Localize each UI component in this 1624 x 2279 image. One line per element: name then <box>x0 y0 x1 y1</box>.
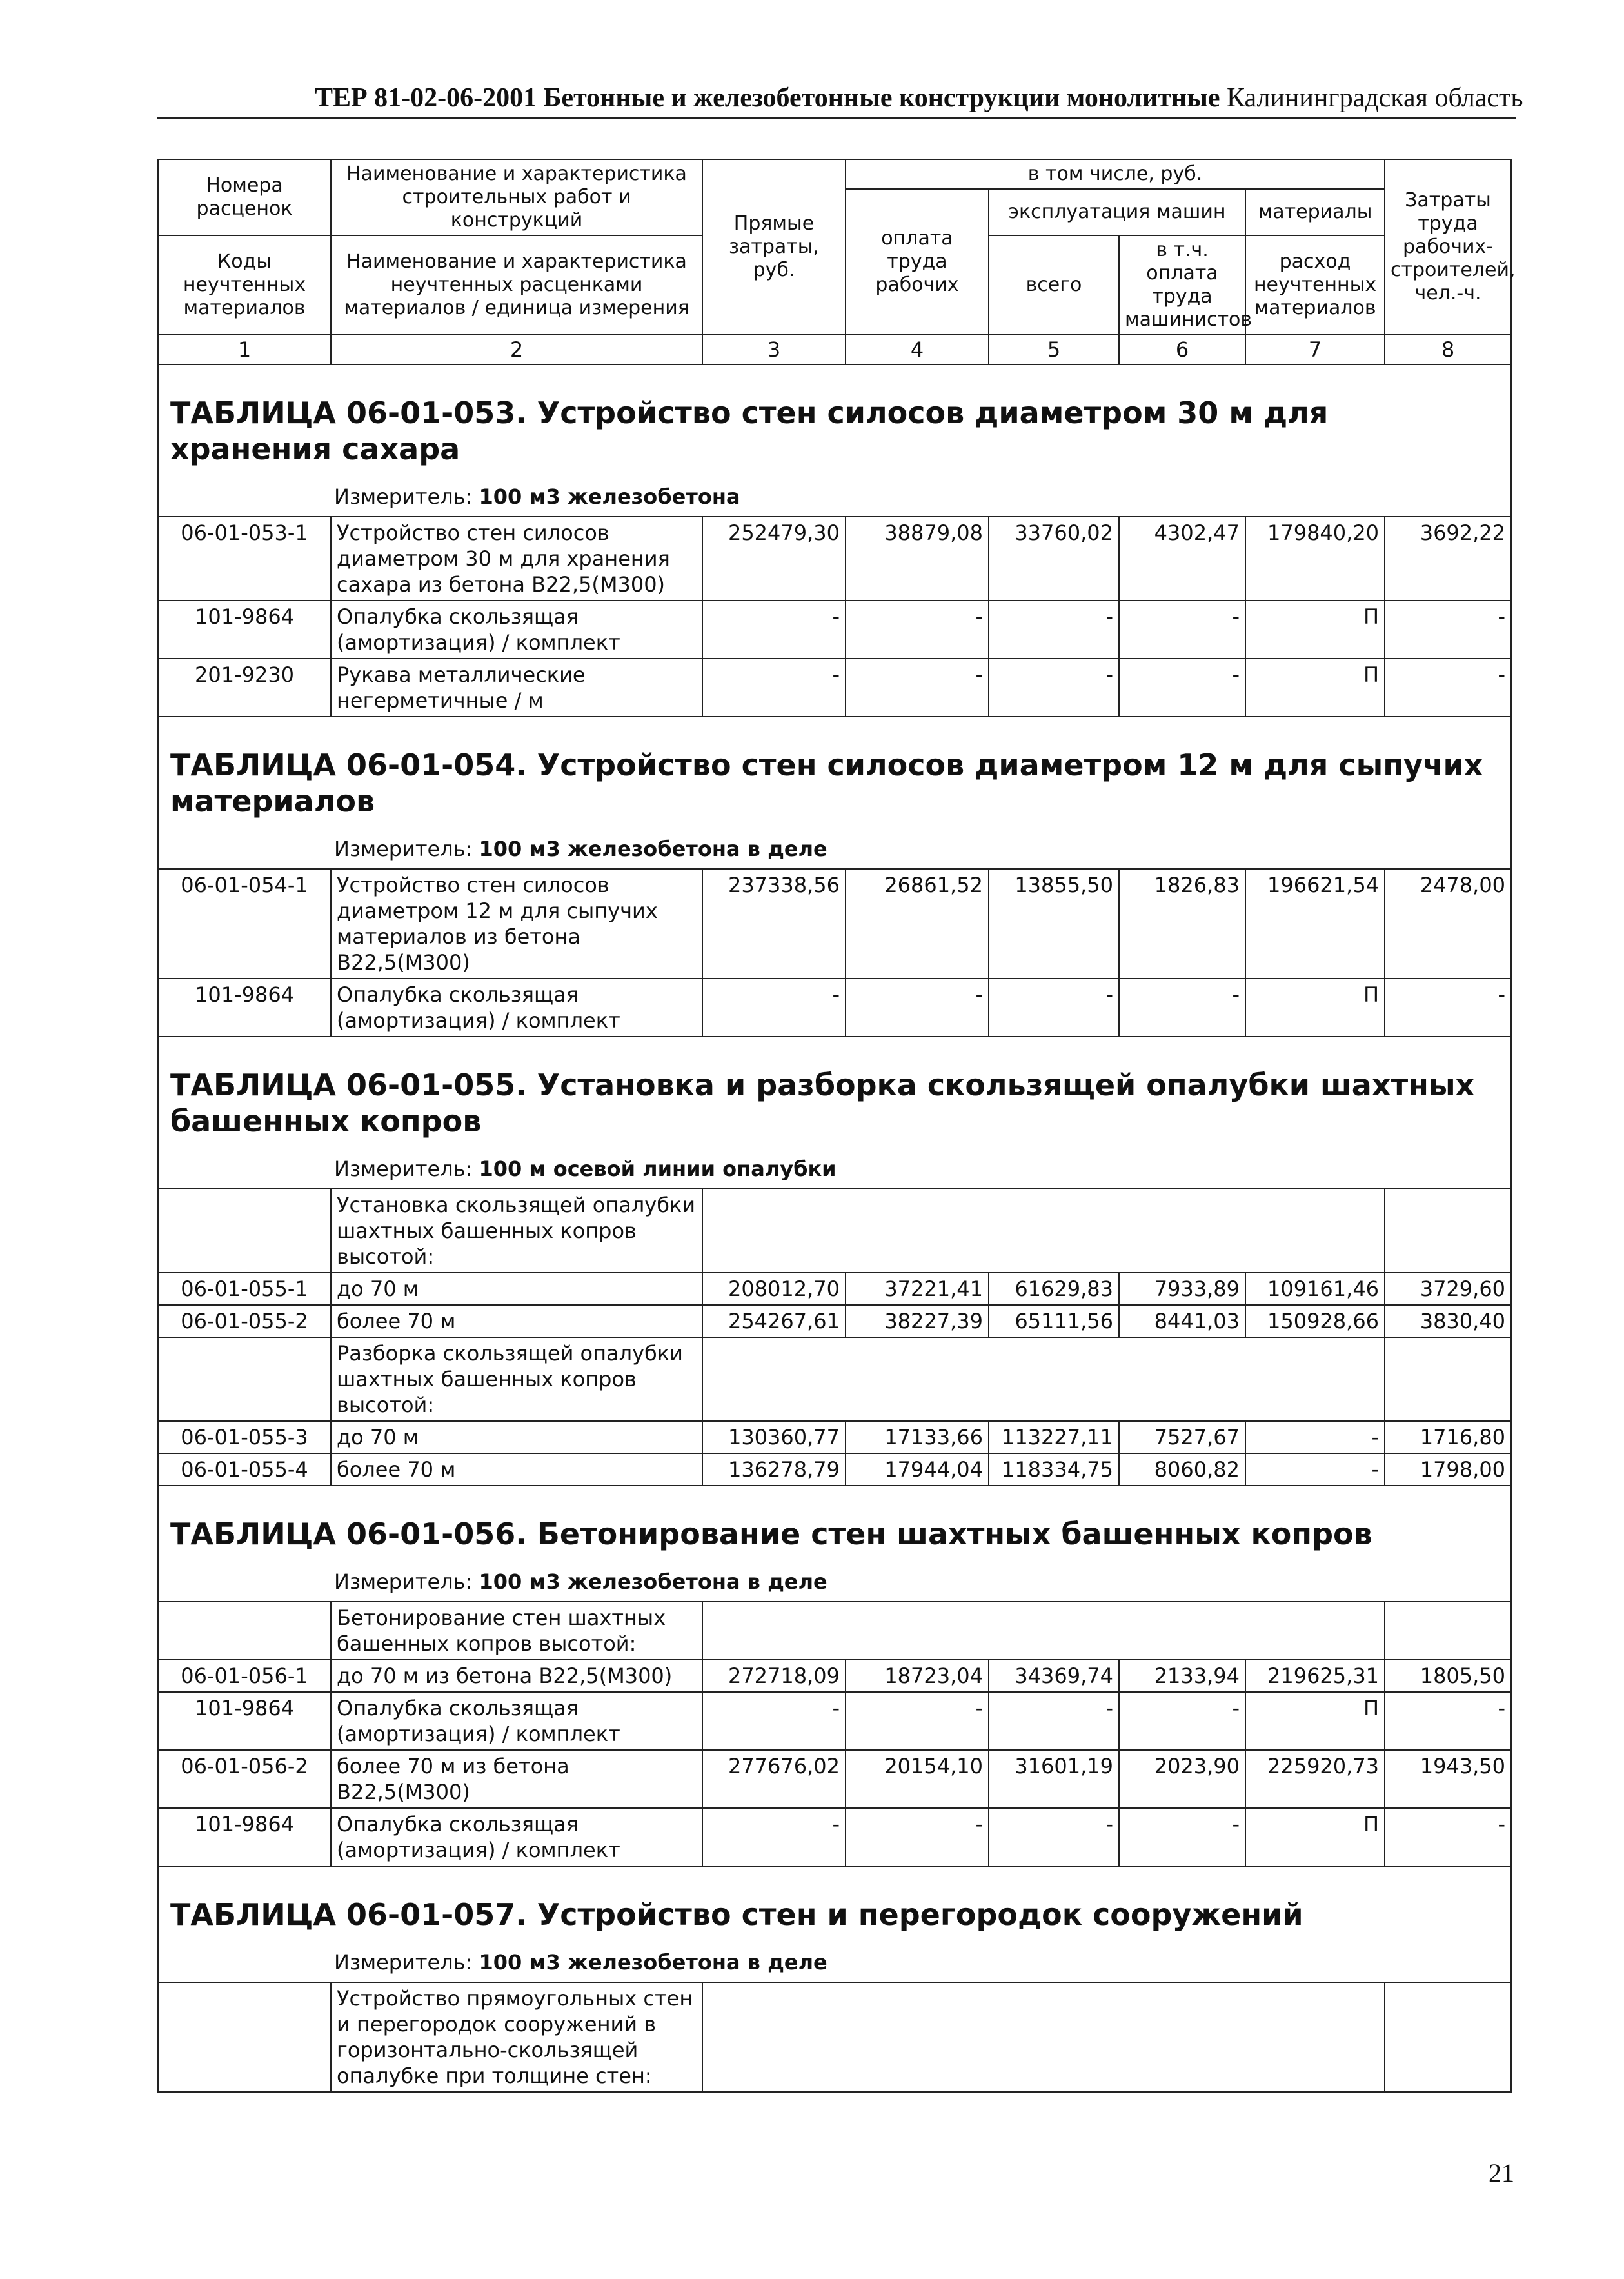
col-number: 5 <box>989 335 1119 364</box>
price-table <box>157 159 1516 2093</box>
materials: - <box>1245 1453 1385 1486</box>
machines-total: 118334,75 <box>989 1453 1119 1486</box>
empty-cell <box>989 1189 1119 1273</box>
material-name: Опалубка скользящая (амортизация) / комплект <box>331 1808 702 1866</box>
machinist-pay: - <box>1119 659 1245 717</box>
col-number: 8 <box>1385 335 1511 364</box>
rate-code: 06-01-055-4 <box>158 1453 331 1486</box>
meter-row <box>158 479 1511 517</box>
empty-cell <box>1245 1337 1385 1421</box>
col5-header: всего <box>989 235 1119 335</box>
rate-code: 06-01-055-1 <box>158 1273 331 1305</box>
norm-code: ТЕР 81-02-06-2001 <box>315 83 537 113</box>
machines-total: 33760,02 <box>989 517 1119 601</box>
material-code: 101-9864 <box>158 601 331 659</box>
col-number: 7 <box>1245 335 1385 364</box>
meter-value: 100 м3 железобетона в деле <box>479 837 827 861</box>
materials: 150928,66 <box>1245 1305 1385 1337</box>
meter-value: 100 м осевой линии опалубки <box>479 1157 837 1181</box>
meter-value: 100 м3 железобетона в деле <box>479 1569 827 1594</box>
col1-header-bottom: Коды неучтенных материалов <box>158 235 331 335</box>
material-name: Опалубка скользящая (амортизация) / комплект <box>331 1692 702 1750</box>
direct-costs: 254267,61 <box>702 1305 846 1337</box>
col2-header-bottom: Наименование и характеристика неучтенных расценками материалов / единица измерения <box>331 235 702 335</box>
labor-hours: 3692,22 <box>1385 517 1511 601</box>
col3-header: Прямые затраты, руб. <box>702 159 846 335</box>
group-caption: Устройство прямоугольных стен и перегородок сооружений в горизонтально-скользящей опалубке при толщине стен: <box>331 1982 702 2092</box>
materials: 219625,31 <box>1245 1660 1385 1692</box>
labor-hours: - <box>1385 1692 1511 1750</box>
column-numbers-row <box>158 335 1511 364</box>
labor-hours: - <box>1385 979 1511 1037</box>
rate-code: 06-01-054-1 <box>158 869 331 979</box>
labor-pay: - <box>846 601 989 659</box>
labor-hours: 1716,80 <box>1385 1421 1511 1453</box>
materials: 196621,54 <box>1245 869 1385 979</box>
direct-costs: - <box>702 1692 846 1750</box>
machines-total: 31601,19 <box>989 1750 1119 1808</box>
rate-row <box>158 1421 1511 1453</box>
table-title: ТАБЛИЦА 06-01-055. Установка и разборка скользящей опалубки шахтных башенных копров <box>158 1037 1511 1151</box>
material-row <box>158 1808 1511 1866</box>
machines-total: 113227,11 <box>989 1421 1119 1453</box>
running-header <box>315 83 1523 116</box>
direct-costs: 237338,56 <box>702 869 846 979</box>
rate-name: более 70 м из бетона В22,5(М300) <box>331 1750 702 1808</box>
material-code: 101-9864 <box>158 979 331 1037</box>
machinist-pay: - <box>1119 979 1245 1037</box>
machinist-pay: 2023,90 <box>1119 1750 1245 1808</box>
labor-hours: 1798,00 <box>1385 1453 1511 1486</box>
labor-hours: - <box>1385 1808 1511 1866</box>
group-code-empty <box>158 1189 331 1273</box>
material-row <box>158 601 1511 659</box>
empty-cell <box>1385 1602 1511 1660</box>
labor-pay: - <box>846 979 989 1037</box>
labor-pay: 37221,41 <box>846 1273 989 1305</box>
rate-code: 06-01-053-1 <box>158 517 331 601</box>
group-row <box>158 1982 1511 2092</box>
meter-label: Измеритель: <box>334 484 473 509</box>
material-code: 101-9864 <box>158 1808 331 1866</box>
group-caption: Установка скользящей опалубки шахтных башенных копров высотой: <box>331 1189 702 1273</box>
group-code-empty <box>158 1982 331 2092</box>
direct-costs: - <box>702 601 846 659</box>
rate-code: 06-01-056-1 <box>158 1660 331 1692</box>
rate-name: до 70 м <box>331 1421 702 1453</box>
col2-header-top: Наименование и характеристика строительных работ и конструкций <box>331 159 702 235</box>
machinist-pay: - <box>1119 1692 1245 1750</box>
table-title-row <box>158 364 1511 479</box>
labor-hours: - <box>1385 659 1511 717</box>
machinist-pay: 7933,89 <box>1119 1273 1245 1305</box>
rate-name: более 70 м <box>331 1305 702 1337</box>
machinist-pay: 7527,67 <box>1119 1421 1245 1453</box>
direct-costs: - <box>702 979 846 1037</box>
table-title: ТАБЛИЦА 06-01-053. Устройство стен силосов диаметром 30 м для хранения сахара <box>158 364 1511 479</box>
meter <box>158 1151 1511 1189</box>
meter <box>158 831 1511 869</box>
group-caption: Бетонирование стен шахтных башенных копров высотой: <box>331 1602 702 1660</box>
table-title-row <box>158 1037 1511 1151</box>
machines-total: - <box>989 601 1119 659</box>
table-title-row <box>158 717 1511 831</box>
machines-total: 34369,74 <box>989 1660 1119 1692</box>
table-title: ТАБЛИЦА 06-01-056. Бетонирование стен шахтных башенных копров <box>158 1486 1511 1564</box>
group-row <box>158 1602 1511 1660</box>
machinist-pay: - <box>1119 1808 1245 1866</box>
empty-cell <box>1245 1982 1385 2092</box>
material-code: 201-9230 <box>158 659 331 717</box>
empty-cell <box>989 1337 1119 1421</box>
meter-value: 100 м3 железобетона <box>479 484 740 509</box>
region: Калининградская область <box>1227 83 1523 113</box>
norm-title: Бетонные и железобетонные конструкции монолитные <box>543 83 1220 113</box>
materials: П <box>1245 1692 1385 1750</box>
direct-costs: 252479,30 <box>702 517 846 601</box>
rate-name: более 70 м <box>331 1453 702 1486</box>
empty-cell <box>846 1337 989 1421</box>
meter-label: Измеритель: <box>334 1950 473 1975</box>
meter-row <box>158 1151 1511 1189</box>
col-number: 6 <box>1119 335 1245 364</box>
materials: - <box>1245 1421 1385 1453</box>
materials: П <box>1245 979 1385 1037</box>
labor-pay: - <box>846 1692 989 1750</box>
meter-row <box>158 831 1511 869</box>
table-title-row <box>158 1486 1511 1564</box>
material-name: Рукава металлические негерметичные / м <box>331 659 702 717</box>
machinist-pay: 1826,83 <box>1119 869 1245 979</box>
materials: 179840,20 <box>1245 517 1385 601</box>
rate-row <box>158 1750 1511 1808</box>
page-number: 21 <box>1489 2158 1514 2187</box>
rate-name: до 70 м <box>331 1273 702 1305</box>
direct-costs: 136278,79 <box>702 1453 846 1486</box>
labor-pay: - <box>846 1808 989 1866</box>
rate-row <box>158 1660 1511 1692</box>
labor-hours: - <box>1385 601 1511 659</box>
col8-header: Затраты труда рабочих-строителей, чел.-ч. <box>1385 159 1511 335</box>
meter <box>158 1564 1511 1602</box>
machines-header: эксплуатация машин <box>989 189 1245 235</box>
machinist-pay: 2133,94 <box>1119 1660 1245 1692</box>
empty-cell <box>1119 1602 1245 1660</box>
group-caption: Разборка скользящей опалубки шахтных башенных копров высотой: <box>331 1337 702 1421</box>
rate-name: Устройство стен силосов диаметром 12 м для сыпучих материалов из бетона В22,5(М300) <box>331 869 702 979</box>
meter <box>158 479 1511 517</box>
meter-value: 100 м3 железобетона в деле <box>479 1950 827 1975</box>
col1-header-top: Номера расценок <box>158 159 331 235</box>
materials: 109161,46 <box>1245 1273 1385 1305</box>
direct-costs: 272718,09 <box>702 1660 846 1692</box>
machines-total: - <box>989 659 1119 717</box>
machines-total: 65111,56 <box>989 1305 1119 1337</box>
empty-cell <box>1385 1337 1511 1421</box>
table-title-row <box>158 1866 1511 1944</box>
direct-costs: - <box>702 1808 846 1866</box>
labor-pay: 26861,52 <box>846 869 989 979</box>
col4-header: оплата труда рабочих <box>846 189 989 335</box>
material-name: Опалубка скользящая (амортизация) / комплект <box>331 601 702 659</box>
machinist-pay: 8441,03 <box>1119 1305 1245 1337</box>
rate-row <box>158 1273 1511 1305</box>
direct-costs: 208012,70 <box>702 1273 846 1305</box>
machinist-pay: 4302,47 <box>1119 517 1245 601</box>
rate-code: 06-01-055-2 <box>158 1305 331 1337</box>
machines-total: - <box>989 1692 1119 1750</box>
materials: П <box>1245 601 1385 659</box>
meter-label: Измеритель: <box>334 837 473 861</box>
labor-hours: 3830,40 <box>1385 1305 1511 1337</box>
empty-cell <box>989 1982 1119 2092</box>
empty-cell <box>846 1982 989 2092</box>
header-rule <box>157 117 1516 119</box>
material-row <box>158 659 1511 717</box>
col-number: 1 <box>158 335 331 364</box>
labor-hours: 1805,50 <box>1385 1660 1511 1692</box>
table-title: ТАБЛИЦА 06-01-057. Устройство стен и перегородок сооружений <box>158 1866 1511 1944</box>
empty-cell <box>1119 1982 1245 2092</box>
empty-cell <box>846 1189 989 1273</box>
machinist-pay: 8060,82 <box>1119 1453 1245 1486</box>
group-code-empty <box>158 1337 331 1421</box>
material-row <box>158 979 1511 1037</box>
empty-cell <box>702 1189 846 1273</box>
empty-cell <box>1245 1602 1385 1660</box>
machines-total: 61629,83 <box>989 1273 1119 1305</box>
rate-row <box>158 869 1511 979</box>
empty-cell <box>1119 1189 1245 1273</box>
col-number: 2 <box>331 335 702 364</box>
labor-hours: 1943,50 <box>1385 1750 1511 1808</box>
materials: П <box>1245 1808 1385 1866</box>
direct-costs: 277676,02 <box>702 1750 846 1808</box>
group-row <box>158 1337 1511 1421</box>
col7-header: расход неучтенных материалов <box>1245 235 1385 335</box>
empty-cell <box>702 1337 846 1421</box>
machines-total: - <box>989 1808 1119 1866</box>
materials: 225920,73 <box>1245 1750 1385 1808</box>
labor-pay: 38227,39 <box>846 1305 989 1337</box>
machines-total: 13855,50 <box>989 869 1119 979</box>
labor-pay: 38879,08 <box>846 517 989 601</box>
rate-row <box>158 517 1511 601</box>
labor-pay: 17944,04 <box>846 1453 989 1486</box>
rate-row <box>158 1453 1511 1486</box>
empty-cell <box>846 1602 989 1660</box>
empty-cell <box>702 1602 846 1660</box>
meter-label: Измеритель: <box>334 1569 473 1594</box>
empty-cell <box>1119 1337 1245 1421</box>
materials-header: материалы <box>1245 189 1385 235</box>
col6-header: в т.ч. оплата труда машинистов <box>1119 235 1245 335</box>
labor-pay: 18723,04 <box>846 1660 989 1692</box>
meter-row <box>158 1944 1511 1982</box>
materials: П <box>1245 659 1385 717</box>
meter-label: Измеритель: <box>334 1157 473 1181</box>
empty-cell <box>1385 1982 1511 2092</box>
direct-costs: 130360,77 <box>702 1421 846 1453</box>
col-number: 4 <box>846 335 989 364</box>
header-row-1 <box>158 159 1511 189</box>
labor-pay: 17133,66 <box>846 1421 989 1453</box>
material-name: Опалубка скользящая (амортизация) / комплект <box>331 979 702 1037</box>
machines-total: - <box>989 979 1119 1037</box>
incl-header: в том числе, руб. <box>846 159 1385 189</box>
material-row <box>158 1692 1511 1750</box>
group-code-empty <box>158 1602 331 1660</box>
empty-cell <box>702 1982 846 2092</box>
labor-hours: 2478,00 <box>1385 869 1511 979</box>
direct-costs: - <box>702 659 846 717</box>
meter-row <box>158 1564 1511 1602</box>
col-number: 3 <box>702 335 846 364</box>
rate-name: до 70 м из бетона В22,5(М300) <box>331 1660 702 1692</box>
empty-cell <box>989 1602 1119 1660</box>
rate-code: 06-01-056-2 <box>158 1750 331 1808</box>
labor-pay: - <box>846 659 989 717</box>
material-code: 101-9864 <box>158 1692 331 1750</box>
machinist-pay: - <box>1119 601 1245 659</box>
rate-code: 06-01-055-3 <box>158 1421 331 1453</box>
table-title: ТАБЛИЦА 06-01-054. Устройство стен силосов диаметром 12 м для сыпучих материалов <box>158 717 1511 831</box>
rate-row <box>158 1305 1511 1337</box>
group-row <box>158 1189 1511 1273</box>
labor-hours: 3729,60 <box>1385 1273 1511 1305</box>
meter <box>158 1944 1511 1982</box>
empty-cell <box>1245 1189 1385 1273</box>
empty-cell <box>1385 1189 1511 1273</box>
labor-pay: 20154,10 <box>846 1750 989 1808</box>
rate-name: Устройство стен силосов диаметром 30 м для хранения сахара из бетона В22,5(М300) <box>331 517 702 601</box>
